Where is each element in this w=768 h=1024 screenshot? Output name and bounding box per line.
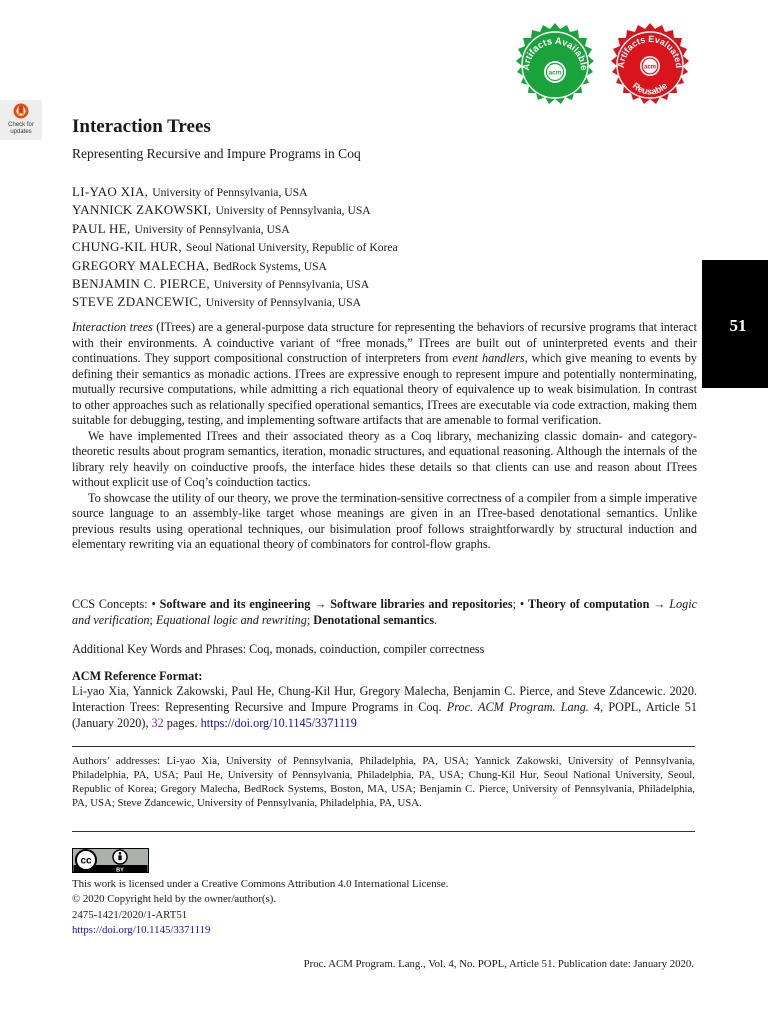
author-name: LI-YAO XIA, xyxy=(72,184,149,199)
ccs-arrow: → xyxy=(649,597,670,611)
page-footer: Proc. ACM Program. Lang., Vol. 4, No. POPL, Article 51. Publication date: January 2020. xyxy=(303,958,694,970)
abstract-paragraph-3: To showcase the utility of our theory, we prove the termination-sensitive correctness of a compiler from a simple imperative source language to an assembly-like target whose meanings are given in an ITree-based denotational semantics. Unlike previous results using operational techniques, our bisimulation proof follows straightforwardly by structural induction and elementary rewriting via an equational theory of combinators for control-flow graphs. xyxy=(72,490,697,551)
article-number: 51 xyxy=(729,316,747,335)
ccs-concept: Software libraries and repositories xyxy=(330,597,513,611)
artifacts-evaluated-reusable-badge[interactable] xyxy=(607,22,693,108)
ccs-concepts xyxy=(72,596,697,628)
author-entry xyxy=(72,275,712,293)
ccs-label: CCS Concepts: • xyxy=(72,597,160,611)
acm-logo-text: acm xyxy=(643,64,657,71)
author-name: YANNICK ZAKOWSKI, xyxy=(72,202,212,218)
author-name: PAUL HE, xyxy=(72,220,131,236)
author-affiliation: Seoul National University, Republic of Korea xyxy=(185,241,398,255)
author-name: CHUNG-KIL HUR, xyxy=(72,239,182,255)
article-number-tab xyxy=(702,260,768,388)
issn-line: 2475-1421/2020/1-ART51 xyxy=(72,908,188,921)
term-event-handlers: event handlers xyxy=(452,351,525,365)
author-name: GREGORY MALECHA, xyxy=(72,257,210,273)
author-affiliation: University of Pennsylvania, USA xyxy=(205,296,361,310)
badge-reusable-text: Reusable xyxy=(630,80,670,97)
badge-available-text: Artifacts Available xyxy=(520,35,590,72)
license-doi-link[interactable]: https://doi.org/10.1145/3371119 xyxy=(72,924,211,937)
author-affiliation: University of Pennsylvania, USA xyxy=(152,186,308,199)
doi-link[interactable]: https://doi.org/10.1145/3371119 xyxy=(200,715,357,730)
ccs-separator: ; xyxy=(306,613,314,627)
ccs-concept: Equational logic and rewriting xyxy=(155,613,307,627)
keywords: Additional Key Words and Phrases: Coq, monads, coinduction, compiler correctness xyxy=(72,642,485,656)
ccs-concept: Logic and verification xyxy=(72,597,698,627)
author-entry xyxy=(72,257,712,275)
paper-title: Interaction Trees xyxy=(72,116,211,137)
badge-evaluated-text: Artifacts Evaluated xyxy=(615,33,685,69)
ccs-arrow: → xyxy=(310,597,331,611)
reference-text: 4, POPL, Article 51 (January 2020), xyxy=(72,699,697,730)
divider xyxy=(72,746,695,747)
creative-commons-by-icon[interactable] xyxy=(72,848,149,873)
check-for-updates-label: Check for updates xyxy=(8,122,34,135)
term-interaction-trees: Interaction trees xyxy=(72,320,153,334)
author-affiliation: University of Pennsylvania, USA xyxy=(215,204,371,218)
paper-subtitle: Representing Recursive and Impure Programs in Coq xyxy=(72,146,361,161)
license-statement: This work is licensed under a Creative Commons Attribution 4.0 International License. xyxy=(72,878,449,890)
artifacts-available-badge[interactable] xyxy=(512,22,598,108)
ccs-concept: Software and its engineering xyxy=(159,597,311,611)
author-entry xyxy=(72,183,712,201)
reference-format xyxy=(72,684,697,731)
divider xyxy=(72,831,695,832)
abstract-text: , which give meaning to events by defining their semantics as monadic actions. ITrees are expressive enough to represent impure and potentially nonterminating, mutually recursive computations, while admitting a rich equational theory of equivalence up to weak bisimulation. In contrast to other approaches such as relationally specified operational semantics, ITrees are executable via code extraction, making them suitable for debugging, testing, and implementing software artifacts that are amenable to formal verification. xyxy=(72,351,697,427)
reference-text: Li-yao Xia, Yannick Zakowski, Paul He, Chung-Kil Hur, Gregory Malecha, Benjamin C. Pierce, and Steve Zdancewic. 2020. Interaction Trees: Representing Recursive and Impure Programs in Coq. xyxy=(72,684,697,714)
reference-text: pages. xyxy=(163,715,201,730)
bookmark-icon xyxy=(13,103,29,119)
cc-text: cc xyxy=(80,855,92,867)
abstract-text: (ITrees) are a general-purpose data structure for representing the behaviors of recursive programs that interact with their environments. A coinductive variant of “free monads,” ITrees are built out of uninterpreted events and their continuations. They support compositional construction of interpreters from xyxy=(72,320,697,365)
author-entry xyxy=(72,220,712,238)
author-list xyxy=(72,183,712,312)
abstract xyxy=(72,320,697,553)
abstract-paragraph-1 xyxy=(72,320,697,429)
author-affiliation: University of Pennsylvania, USA xyxy=(213,277,370,291)
ccs-separator: ; xyxy=(149,613,156,627)
page-count-link[interactable]: 32 xyxy=(151,715,164,730)
check-for-updates-badge[interactable] xyxy=(0,100,42,140)
author-entry xyxy=(72,238,712,256)
abstract-paragraph-2: We have implemented ITrees and their associated theory as a Coq library, mechanizing classic domain- and category-theoretic results about program semantics, iteration, monadic structures, and equational reasoning. Although the internals of the library rely heavily on coinductive proofs, the interface hides these details so that clients can use and reason about ITrees without explicit use of Coq’s coinduction tactics. xyxy=(72,428,697,489)
ccs-end: . xyxy=(434,613,438,627)
author-entry xyxy=(72,293,712,311)
author-affiliation: University of Pennsylvania, USA xyxy=(134,222,290,236)
journal-name: Proc. ACM Program. Lang. xyxy=(446,699,589,714)
ccs-separator: ; • xyxy=(512,597,528,611)
by-text: BY xyxy=(116,867,124,873)
acm-logo-text: acm xyxy=(548,69,562,77)
reference-heading: ACM Reference Format: xyxy=(72,669,203,683)
author-name: STEVE ZDANCEWIC, xyxy=(72,294,202,310)
ccs-concept: Theory of computation xyxy=(527,597,650,611)
author-entry xyxy=(72,201,712,219)
author-name: BENJAMIN C. PIERCE, xyxy=(72,275,210,291)
author-addresses: Authors’ addresses: Li-yao Xia, University of Pennsylvania, Philadelphia, PA, USA; Yannick Zakowski, University of Pennsylvania, Philadelphia, PA, USA; Paul He, University of Pennsylvania, Philadelphia, PA, USA; Chung-Kil Hur, Seoul National University, Seoul, Republic of Korea; Gregory Malecha, BedRock Systems, Boston, MA, USA; Benjamin C. Pierce, University of Pennsylvania, Philadelphia, PA, USA; Steve Zdancewic, University of Pennsylvania, Philadelphia, PA, USA. xyxy=(72,755,695,809)
license-block xyxy=(72,877,692,939)
ccs-concept: Denotational semantics xyxy=(313,613,435,627)
author-affiliation: BedRock Systems, USA xyxy=(213,259,327,273)
copyright-line: © 2020 Copyright held by the owner/author(s). xyxy=(72,893,277,906)
